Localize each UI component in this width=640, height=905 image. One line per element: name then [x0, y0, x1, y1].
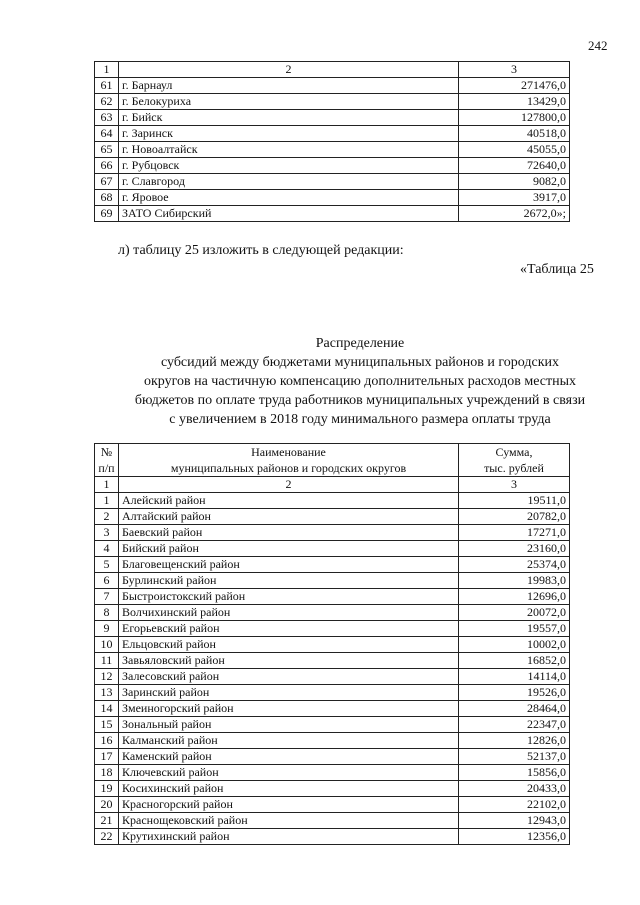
- row-sum: 23160,0: [459, 541, 570, 557]
- table-row: [95, 190, 570, 206]
- table-row: [95, 829, 570, 845]
- row-sum: 52137,0: [459, 749, 570, 765]
- row-number: 64: [95, 126, 119, 142]
- table-row: [95, 589, 570, 605]
- row-name: г. Барнаул: [119, 78, 459, 94]
- table-header-row: [95, 62, 570, 78]
- title-line: с увеличением в 2018 году минимального размера оплаты труда: [169, 412, 551, 427]
- table-row: [95, 541, 570, 557]
- table-row: [95, 557, 570, 573]
- row-sum: 20433,0: [459, 781, 570, 797]
- row-sum: 12943,0: [459, 813, 570, 829]
- row-name: г. Бийск: [119, 110, 459, 126]
- row-number: 1: [95, 493, 119, 509]
- header-sum: Сумма, тыс. рублей: [459, 444, 570, 477]
- row-number: 16: [95, 733, 119, 749]
- column-number-2: 2: [119, 62, 459, 78]
- row-sum: 2672,0»;: [459, 206, 570, 222]
- row-number: 9: [95, 621, 119, 637]
- row-sum: 28464,0: [459, 701, 570, 717]
- table-row: [95, 781, 570, 797]
- row-number: 17: [95, 749, 119, 765]
- table-row: [95, 797, 570, 813]
- row-name: Баевский район: [119, 525, 459, 541]
- row-name: Благовещенский район: [119, 557, 459, 573]
- title-line: бюджетов по оплате труда работников муниципальных учреждений в связи: [134, 393, 586, 408]
- row-name: Крутихинский район: [119, 829, 459, 845]
- row-number: 2: [95, 509, 119, 525]
- table-row: [95, 621, 570, 637]
- row-name: Краснощековский район: [119, 813, 459, 829]
- row-number: 3: [95, 525, 119, 541]
- row-sum: 25374,0: [459, 557, 570, 573]
- row-sum: 16852,0: [459, 653, 570, 669]
- row-sum: 22102,0: [459, 797, 570, 813]
- row-number: 68: [95, 190, 119, 206]
- row-name: Егорьевский район: [119, 621, 459, 637]
- row-name: Залесовский район: [119, 669, 459, 685]
- row-number: 66: [95, 158, 119, 174]
- subsidy-distribution-table: [94, 443, 570, 845]
- table-row: [95, 637, 570, 653]
- column-number-3: 3: [459, 477, 570, 493]
- table-row: [95, 78, 570, 94]
- row-number: 21: [95, 813, 119, 829]
- row-number: 12: [95, 669, 119, 685]
- table-row: [95, 509, 570, 525]
- row-number: 4: [95, 541, 119, 557]
- row-name: Бийский район: [119, 541, 459, 557]
- document-title: [80, 334, 640, 429]
- row-sum: 127800,0: [459, 110, 570, 126]
- row-name: г. Белокуриха: [119, 94, 459, 110]
- row-sum: 72640,0: [459, 158, 570, 174]
- title-line: Распределение: [315, 336, 405, 351]
- table-row: [95, 110, 570, 126]
- row-number: 67: [95, 174, 119, 190]
- row-name: Зональный район: [119, 717, 459, 733]
- title-line: округов на частичную компенсацию дополнительных расходов местных: [143, 374, 577, 389]
- table-row: [95, 573, 570, 589]
- row-sum: 19557,0: [459, 621, 570, 637]
- row-name: Завьяловский район: [119, 653, 459, 669]
- row-number: 5: [95, 557, 119, 573]
- table-row: [95, 765, 570, 781]
- table-row: [95, 206, 570, 222]
- table-row: [95, 749, 570, 765]
- table-row: [95, 717, 570, 733]
- row-sum: 14114,0: [459, 669, 570, 685]
- row-number: 14: [95, 701, 119, 717]
- row-number: 13: [95, 685, 119, 701]
- row-name: Заринский район: [119, 685, 459, 701]
- row-name: г. Яровое: [119, 190, 459, 206]
- row-number: 61: [95, 78, 119, 94]
- row-sum: 22347,0: [459, 717, 570, 733]
- row-sum: 12696,0: [459, 589, 570, 605]
- table-row: [95, 605, 570, 621]
- row-name: г. Славгород: [119, 174, 459, 190]
- row-name: г. Рубцовск: [119, 158, 459, 174]
- row-name: ЗАТО Сибирский: [119, 206, 459, 222]
- table-row: [95, 653, 570, 669]
- column-numbering-row: [95, 477, 570, 493]
- row-sum: 15856,0: [459, 765, 570, 781]
- amendment-instruction: л) таблицу 25 изложить в следующей редакции:: [118, 243, 404, 258]
- header-number: № п/п: [95, 444, 119, 477]
- row-name: Волчихинский район: [119, 605, 459, 621]
- row-sum: 19526,0: [459, 685, 570, 701]
- table-row: [95, 174, 570, 190]
- table-row: [95, 142, 570, 158]
- row-name: г. Заринск: [119, 126, 459, 142]
- row-name: Быстроистокский район: [119, 589, 459, 605]
- row-name: Алтайский район: [119, 509, 459, 525]
- row-number: 19: [95, 781, 119, 797]
- row-name: Калманский район: [119, 733, 459, 749]
- row-sum: 20782,0: [459, 509, 570, 525]
- row-sum: 12826,0: [459, 733, 570, 749]
- row-number: 7: [95, 589, 119, 605]
- row-sum: 13429,0: [459, 94, 570, 110]
- row-number: 8: [95, 605, 119, 621]
- column-number-1: 1: [95, 62, 119, 78]
- row-name: Ельцовский район: [119, 637, 459, 653]
- table-header-row: [95, 444, 570, 477]
- row-name: Ключевский район: [119, 765, 459, 781]
- row-number: 69: [95, 206, 119, 222]
- row-sum: 40518,0: [459, 126, 570, 142]
- table-row: [95, 813, 570, 829]
- row-sum: 9082,0: [459, 174, 570, 190]
- row-sum: 10002,0: [459, 637, 570, 653]
- column-number-1: 1: [95, 477, 119, 493]
- row-sum: 45055,0: [459, 142, 570, 158]
- row-name: г. Новоалтайск: [119, 142, 459, 158]
- table-row: [95, 158, 570, 174]
- row-sum: 19983,0: [459, 573, 570, 589]
- row-name: Косихинский район: [119, 781, 459, 797]
- column-number-2: 2: [119, 477, 459, 493]
- table-row: [95, 701, 570, 717]
- page-number: 242: [588, 38, 608, 53]
- column-number-3: 3: [459, 62, 570, 78]
- table-row: [95, 126, 570, 142]
- row-sum: 3917,0: [459, 190, 570, 206]
- row-name: Красногорский район: [119, 797, 459, 813]
- table-row: [95, 493, 570, 509]
- row-name: Бурлинский район: [119, 573, 459, 589]
- row-sum: 19511,0: [459, 493, 570, 509]
- row-number: 20: [95, 797, 119, 813]
- row-name: Каменский район: [119, 749, 459, 765]
- table-label: «Таблица 25: [520, 262, 594, 277]
- row-number: 15: [95, 717, 119, 733]
- table-row: [95, 685, 570, 701]
- table-row: [95, 525, 570, 541]
- row-number: 11: [95, 653, 119, 669]
- row-name: Алейский район: [119, 493, 459, 509]
- row-number: 6: [95, 573, 119, 589]
- row-number: 22: [95, 829, 119, 845]
- row-number: 65: [95, 142, 119, 158]
- row-sum: 271476,0: [459, 78, 570, 94]
- table-row: [95, 94, 570, 110]
- row-number: 62: [95, 94, 119, 110]
- header-name: Наименование муниципальных районов и городских округов: [119, 444, 459, 477]
- table-row: [95, 733, 570, 749]
- title-line: субсидий между бюджетами муниципальных районов и городских: [160, 355, 560, 370]
- previous-table-continuation: [94, 61, 570, 222]
- row-number: 10: [95, 637, 119, 653]
- row-sum: 12356,0: [459, 829, 570, 845]
- row-number: 18: [95, 765, 119, 781]
- row-sum: 20072,0: [459, 605, 570, 621]
- row-name: Змеиногорский район: [119, 701, 459, 717]
- table-row: [95, 669, 570, 685]
- row-sum: 17271,0: [459, 525, 570, 541]
- row-number: 63: [95, 110, 119, 126]
